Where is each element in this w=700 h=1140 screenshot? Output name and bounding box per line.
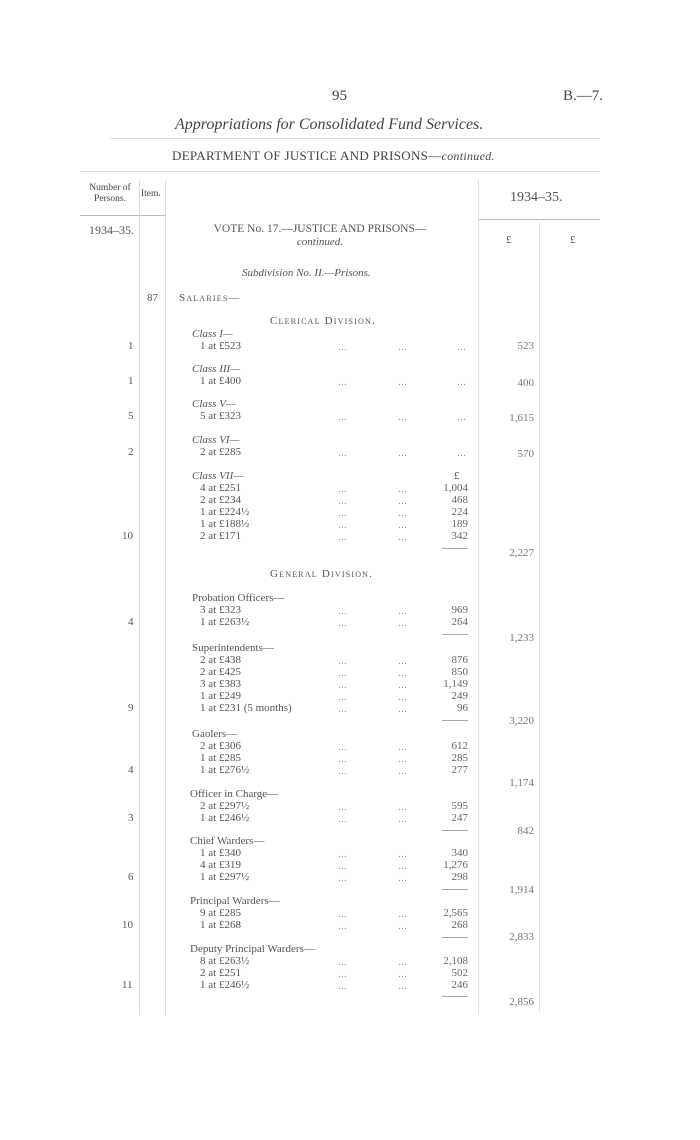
line-amount: 298 [451, 871, 468, 883]
persons-count: 10 [122, 530, 133, 542]
line-amount: 1,276 [443, 859, 468, 871]
leader-dots: … [398, 448, 408, 458]
clerical-division-heading: Clerical Division. [270, 315, 376, 327]
persons-count: 6 [128, 871, 134, 883]
leader-dots: … [338, 680, 348, 690]
line-amount: 247 [451, 812, 468, 824]
leader-dots: … [398, 814, 408, 824]
column-rule-total [539, 222, 540, 1012]
column-rule-item [139, 180, 140, 1015]
leader-dots: … [338, 969, 348, 979]
group-line: 2 at £425 [200, 666, 241, 678]
sum-rule [442, 634, 468, 635]
leader-dots: … [398, 484, 408, 494]
line-amount: 850 [451, 666, 468, 678]
leader-dots: … [338, 766, 348, 776]
persons-count: 5 [128, 410, 134, 422]
line-amount: 969 [451, 604, 468, 616]
leader-dots: … [398, 508, 408, 518]
leader-dots: … [338, 849, 348, 859]
leader-dots: … [338, 496, 348, 506]
class-total: 1,615 [509, 412, 534, 424]
sum-rule [442, 889, 468, 890]
line-amount: 224 [451, 506, 468, 518]
class-line: 4 at £251 [200, 482, 241, 494]
line-amount: 249 [451, 690, 468, 702]
class-label: Class VI— [192, 434, 240, 446]
class-line: 1 at £224½ [200, 506, 250, 518]
leader-dots: … [398, 668, 408, 678]
class-label: Class I— [192, 328, 233, 340]
salaries-heading: Salaries— [179, 292, 241, 304]
line-amount: 268 [451, 919, 468, 931]
leader-dots: … [398, 680, 408, 690]
leader-dots: … [338, 692, 348, 702]
leader-dots: … [398, 873, 408, 883]
class-line: 1 at £523 [200, 340, 241, 352]
class-total: 570 [517, 448, 534, 460]
leader-dots: … [338, 342, 348, 352]
group-total: 3,220 [509, 715, 534, 727]
leader-dots: … [457, 342, 467, 352]
group-line: 1 at £297½ [200, 871, 250, 883]
line-amount: 876 [451, 654, 468, 666]
group-total: 1,233 [509, 632, 534, 644]
line-amount: 342 [451, 530, 468, 542]
title-rule [110, 138, 600, 139]
leader-dots: … [398, 520, 408, 530]
line-amount: 595 [451, 800, 468, 812]
class-line: 2 at £234 [200, 494, 241, 506]
leader-dots: … [338, 520, 348, 530]
line-amount: 96 [457, 702, 468, 714]
column-rule-money [478, 180, 479, 1015]
class-line: 2 at £171 [200, 530, 241, 542]
group-total: 842 [517, 825, 534, 837]
department-heading: DEPARTMENT OF JUSTICE AND PRISONS—continued. [172, 148, 495, 163]
leader-dots: … [338, 412, 348, 422]
line-amount: 246 [451, 979, 468, 991]
line-amount: 277 [451, 764, 468, 776]
general-division-heading: General Division. [270, 568, 374, 580]
group-label: Gaolers— [192, 728, 238, 740]
leader-dots: … [338, 814, 348, 824]
group-line: 4 at £319 [200, 859, 241, 871]
group-label: Deputy Principal Warders— [190, 943, 315, 955]
col-header-year: 1934–35. [510, 190, 563, 205]
leader-dots: … [338, 448, 348, 458]
leader-dots: … [457, 377, 467, 387]
leader-dots: … [338, 704, 348, 714]
class-label: Class V— [192, 398, 236, 410]
group-line: 1 at £263½ [200, 616, 250, 628]
sum-rule [442, 996, 468, 997]
pound-sign-2: £ [570, 234, 576, 246]
persons-count: 1 [128, 340, 134, 352]
line-amount: 612 [451, 740, 468, 752]
group-line: 3 at £383 [200, 678, 241, 690]
class-line: 5 at £323 [200, 410, 241, 422]
subdivision-heading: Subdivision No. II.—Prisons. [242, 267, 371, 279]
leader-dots: … [398, 656, 408, 666]
dept-rule [80, 171, 600, 172]
leader-dots: … [398, 606, 408, 616]
persons-count: 2 [128, 446, 134, 458]
leader-dots: … [338, 508, 348, 518]
leader-dots: … [338, 873, 348, 883]
class-line: 1 at £188½ [200, 518, 250, 530]
class-label: Class III— [192, 363, 240, 375]
group-total: 1,914 [509, 884, 534, 896]
group-line: 2 at £306 [200, 740, 241, 752]
group-line: 2 at £438 [200, 654, 241, 666]
leader-dots: … [398, 342, 408, 352]
row-year: 1934–35. [89, 223, 134, 237]
leader-dots: … [398, 981, 408, 991]
leader-dots: … [338, 742, 348, 752]
persons-count: 11 [122, 979, 133, 991]
leader-dots: … [398, 692, 408, 702]
leader-dots: … [398, 957, 408, 967]
leader-dots: … [398, 532, 408, 542]
line-amount: 1,149 [443, 678, 468, 690]
sum-rule [442, 830, 468, 831]
persons-count: 1 [128, 375, 134, 387]
col-header-persons: Number of Persons. [89, 183, 131, 204]
leader-dots: … [338, 802, 348, 812]
group-line: 9 at £285 [200, 907, 241, 919]
group-total: 2,833 [509, 931, 534, 943]
leader-dots: … [457, 448, 467, 458]
header-rule-left [80, 215, 166, 216]
leader-dots: … [338, 957, 348, 967]
column-rule-main [165, 180, 166, 1015]
vote-heading: VOTE No. 17.—JUSTICE AND PRISONS— continued. [213, 223, 427, 248]
report-code: B.—7. [563, 88, 604, 104]
line-amount: 2,565 [443, 907, 468, 919]
leader-dots: … [398, 412, 408, 422]
persons-count: 3 [128, 812, 134, 824]
leader-dots: … [338, 377, 348, 387]
line-amount: 468 [451, 494, 468, 506]
pound-sign-1: £ [506, 234, 512, 246]
leader-dots: … [338, 618, 348, 628]
class-label: Class VII— [192, 470, 244, 482]
leader-dots: … [398, 969, 408, 979]
sum-rule [442, 720, 468, 721]
persons-count: 4 [128, 764, 134, 776]
col-header-item: Item. [141, 189, 161, 199]
leader-dots: … [338, 668, 348, 678]
line-amount: 340 [451, 847, 468, 859]
leader-dots: … [338, 656, 348, 666]
leader-dots: … [338, 981, 348, 991]
leader-dots: … [398, 754, 408, 764]
line-amount: 502 [451, 967, 468, 979]
leader-dots: … [457, 412, 467, 422]
header-rule-right [478, 219, 600, 220]
group-label: Superintendents— [192, 642, 274, 654]
pound-sign-amount: £ [454, 470, 460, 482]
leader-dots: … [338, 861, 348, 871]
persons-count: 9 [128, 702, 134, 714]
group-line: 1 at £285 [200, 752, 241, 764]
group-label: Probation Officers— [192, 592, 285, 604]
leader-dots: … [398, 861, 408, 871]
leader-dots: … [398, 618, 408, 628]
leader-dots: … [338, 909, 348, 919]
group-total: 1,174 [509, 777, 534, 789]
group-total: 2,856 [509, 996, 534, 1008]
leader-dots: … [398, 909, 408, 919]
page-title: Appropriations for Consolidated Fund Services. [175, 116, 484, 133]
leader-dots: … [338, 921, 348, 931]
leader-dots: … [338, 484, 348, 494]
sum-rule [442, 548, 468, 549]
line-amount: 264 [451, 616, 468, 628]
group-line: 1 at £268 [200, 919, 241, 931]
group-line: 1 at £249 [200, 690, 241, 702]
leader-dots: … [338, 754, 348, 764]
group-label: Principal Warders— [190, 895, 280, 907]
line-amount: 2,108 [443, 955, 468, 967]
class-total: 523 [517, 340, 534, 352]
leader-dots: … [398, 496, 408, 506]
group-line: 1 at £340 [200, 847, 241, 859]
line-amount: 285 [451, 752, 468, 764]
group-line: 1 at £231 (5 months) [200, 702, 292, 714]
item-number: 87 [147, 292, 158, 304]
leader-dots: … [398, 921, 408, 931]
class-line: 1 at £400 [200, 375, 241, 387]
leader-dots: … [338, 532, 348, 542]
leader-dots: … [398, 766, 408, 776]
leader-dots: … [398, 849, 408, 859]
group-label: Officer in Charge— [190, 788, 279, 800]
sum-rule [442, 937, 468, 938]
class-line: 2 at £285 [200, 446, 241, 458]
group-line: 1 at £246½ [200, 979, 250, 991]
leader-dots: … [338, 606, 348, 616]
group-label: Chief Warders— [190, 835, 265, 847]
class-total: 2,227 [509, 547, 534, 559]
group-line: 1 at £246½ [200, 812, 250, 824]
class-total: 400 [517, 377, 534, 389]
leader-dots: … [398, 802, 408, 812]
leader-dots: … [398, 742, 408, 752]
persons-count: 4 [128, 616, 134, 628]
leader-dots: … [398, 377, 408, 387]
line-amount: 189 [451, 518, 468, 530]
leader-dots: … [398, 704, 408, 714]
group-line: 2 at £251 [200, 967, 241, 979]
group-line: 2 at £297½ [200, 800, 250, 812]
group-line: 8 at £263½ [200, 955, 250, 967]
group-line: 3 at £323 [200, 604, 241, 616]
persons-count: 10 [122, 919, 133, 931]
page-number: 95 [332, 88, 347, 104]
group-line: 1 at £276½ [200, 764, 250, 776]
line-amount: 1,004 [443, 482, 468, 494]
